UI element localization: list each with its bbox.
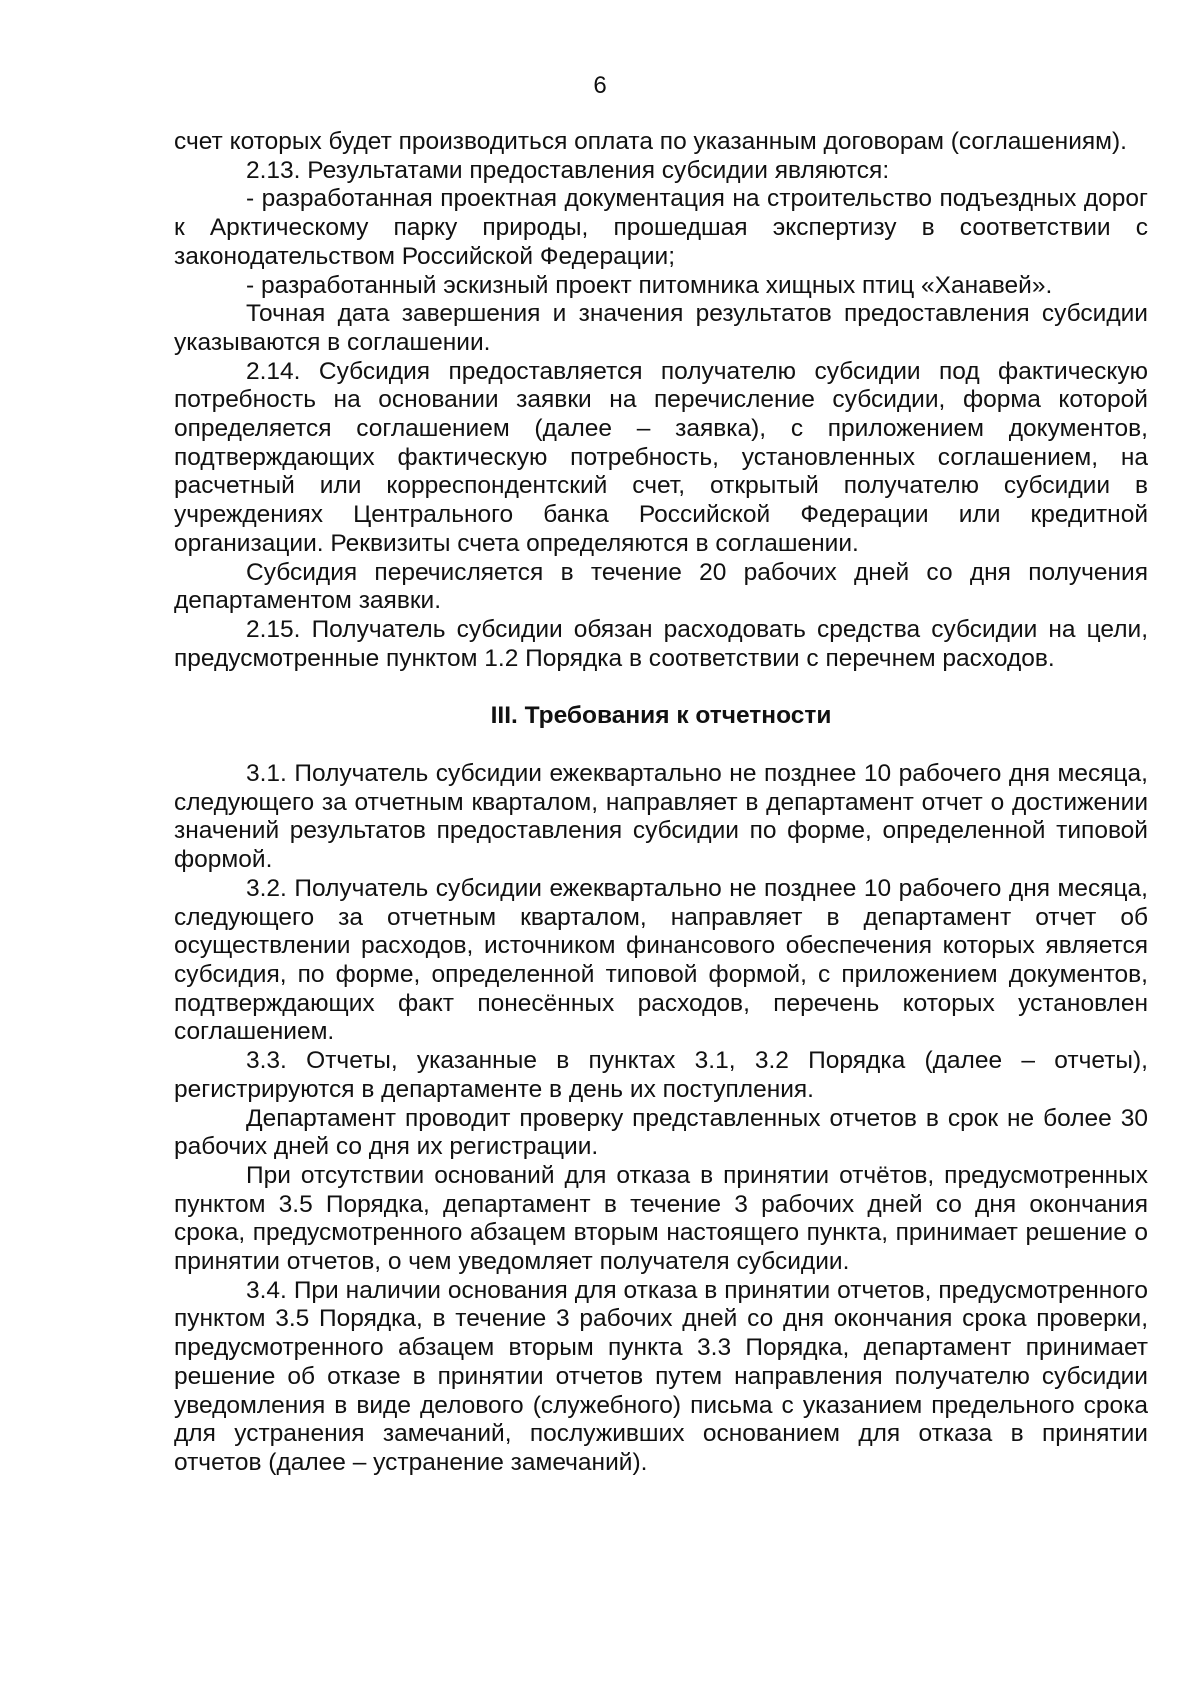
paragraph-2-15: 2.15. Получатель субсидии обязан расходовать средства субсидии на цели, предусмотренные пунктом 1.2 Порядка в соответствии с перечнем расходов.	[174, 615, 1148, 672]
paragraph-3-4: 3.4. При наличии основания для отказа в принятии отчетов, предусмотренного пунктом 3.5 Порядка, в течение 3 рабочих дней со дня окончания срока проверки, предусмотренного абзацем вторым пункта 3.3 Порядка, департамент принимает решение об отказе в принятии отчетов путем направления получателю субсидии уведомления в виде делового (служебного) письма с указанием предельного срока для устранения замечаний, послуживших основанием для отказа в принятии отчетов (далее – устранение замечаний).	[174, 1276, 1148, 1476]
paragraph-continuation: счет которых будет производиться оплата по указанным договорам (соглашениям).	[174, 128, 1127, 155]
paragraph-2-14-transfer: Субсидия перечисляется в течение 20 рабочих дней со дня получения департаментом заявки.	[174, 558, 1148, 615]
page-number: 6	[593, 72, 607, 99]
document-body	[174, 128, 1148, 1478]
paragraph-2-14: 2.14. Субсидия предоставляется получателю субсидии под фактическую потребность на основании заявки на перечисление субсидии, форма которой определяется соглашением (далее – заявка), с приложением документов, подтверждающих фактическую потребность, установленных соглашением, на расчетный или корреспондентский счет, открытый получателю субсидии в учреждениях Центрального банка Российской Федерации или кредитной организации. Реквизиты счета определяются в соглашении.	[174, 357, 1148, 557]
section-heading: III. Требования к отчетности	[490, 702, 832, 730]
paragraph-3-3: 3.3. Отчеты, указанные в пунктах 3.1, 3.2 Порядка (далее – отчеты), регистрируются в департаменте в день их поступления.	[174, 1047, 1148, 1103]
paragraph-3-1: 3.1. Получатель субсидии ежеквартально не позднее 10 рабочего дня месяца, следующего за отчетным кварталом, направляет в департамент отчет о достижении значений результатов предоставления субсидии по форме, определенной типовой формой.	[174, 760, 1148, 874]
paragraph-2-13-item-2: - разработанный эскизный проект питомника хищных птиц «Ханавей».	[246, 271, 1053, 299]
paragraph-3-2: 3.2. Получатель субсидии ежеквартально не позднее 10 рабочего дня месяца, следующего за отчетным кварталом, направляет в департамент отчет об осуществлении расходов, источником финансового обеспечения которых является субсидия, по форме, определенной типовой формой, с приложением документов, подтверждающих факт понесённых расходов, перечень которых установлен соглашением.	[174, 874, 1148, 1046]
paragraph-3-3-accept: При отсутствии оснований для отказа в принятии отчётов, предусмотренных пунктом 3.5 Порядка, департамент в течение 3 рабочих дней со дня окончания срока, предусмотренного абзацем вторым настоящего пункта, принимает решение о принятии отчетов, о чем уведомляет получателя субсидии.	[174, 1161, 1148, 1276]
paragraph-3-3-check: Департамент проводит проверку представленных отчетов в срок не более 30 рабочих дней со дня их регистрации.	[174, 1104, 1148, 1161]
paragraph-2-13: 2.13. Результатами предоставления субсидии являются:	[246, 156, 890, 184]
paragraph-2-13-item-1: - разработанная проектная документация на строительство подъездных дорог к Арктическому парку природы, прошедшая экспертизу в соответствии с законодательством Российской Федерации;	[174, 185, 1148, 270]
paragraph-2-13-dates: Точная дата завершения и значения результатов предоставления субсидии указываются в соглашении.	[174, 300, 1148, 356]
